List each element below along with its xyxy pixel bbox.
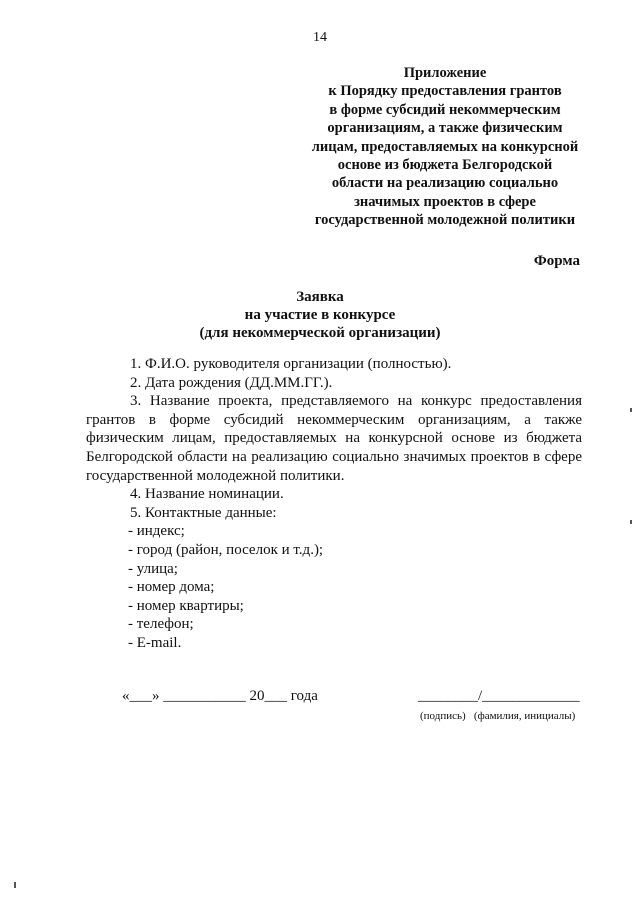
- contact-street: - улица;: [128, 560, 178, 577]
- contact-email: - E-mail.: [128, 634, 182, 651]
- contact-city: - город (район, поселок и т.д.);: [128, 541, 324, 558]
- appendix-line: государственной молодежной политики: [314, 212, 576, 229]
- item-birth-date: 2. Дата рождения (ДД.ММ.ГГ.).: [130, 374, 333, 391]
- scan-artifact: [14, 882, 16, 888]
- application-body: [86, 355, 582, 653]
- title-line: Заявка: [296, 289, 344, 305]
- appendix-header: [300, 64, 590, 230]
- contact-house: - номер дома;: [128, 579, 215, 596]
- item-project-name: 3. Название проекта, представляемого на конкурс предоставления грантов в форме субсидий некоммерческим организациям, а также физическим лицам, предоставляемых на конкурсной основе из бюджета Белгородской области на реализацию социально значимых проектов в сфере государственной молодежной политики.: [86, 393, 582, 484]
- form-label: Форма: [533, 253, 580, 269]
- scan-artifact: [630, 520, 632, 524]
- signature-caption: (подпись) (фамилия, инициалы): [420, 710, 576, 722]
- item-contacts: 5. Контактные данные:: [130, 504, 277, 521]
- page-number: 14: [313, 30, 327, 45]
- subtitle-line: (для некоммерческой организации): [199, 325, 441, 341]
- item-director-name: 1. Ф.И.О. руководителя организации (полностью).: [130, 356, 452, 372]
- appendix-line: области на реализацию социально: [331, 175, 559, 192]
- document-title: [0, 288, 640, 342]
- appendix-line: лицам, предоставляемых на конкурсной: [311, 138, 579, 155]
- subtitle-line: на участие в конкурсе: [244, 307, 396, 323]
- contact-phone: - телефон;: [128, 616, 194, 633]
- appendix-line: значимых проектов в сфере: [354, 193, 536, 210]
- appendix-line: основе из бюджета Белгородской: [337, 157, 553, 174]
- contact-apartment: - номер квартиры;: [128, 597, 244, 614]
- signature-line: ________/_____________: [418, 688, 580, 704]
- date-line: «___» ___________ 20___ года: [122, 688, 318, 704]
- appendix-line: организациям, а также физическим: [327, 120, 563, 137]
- appendix-line: Приложение: [403, 65, 487, 81]
- item-nomination: 4. Название номинации.: [130, 486, 284, 503]
- scan-artifact: [630, 408, 632, 412]
- contact-index: - индекс;: [128, 523, 185, 540]
- appendix-line: в форме субсидий некоммерческим: [329, 101, 561, 118]
- appendix-line: к Порядку предоставления грантов: [328, 83, 562, 100]
